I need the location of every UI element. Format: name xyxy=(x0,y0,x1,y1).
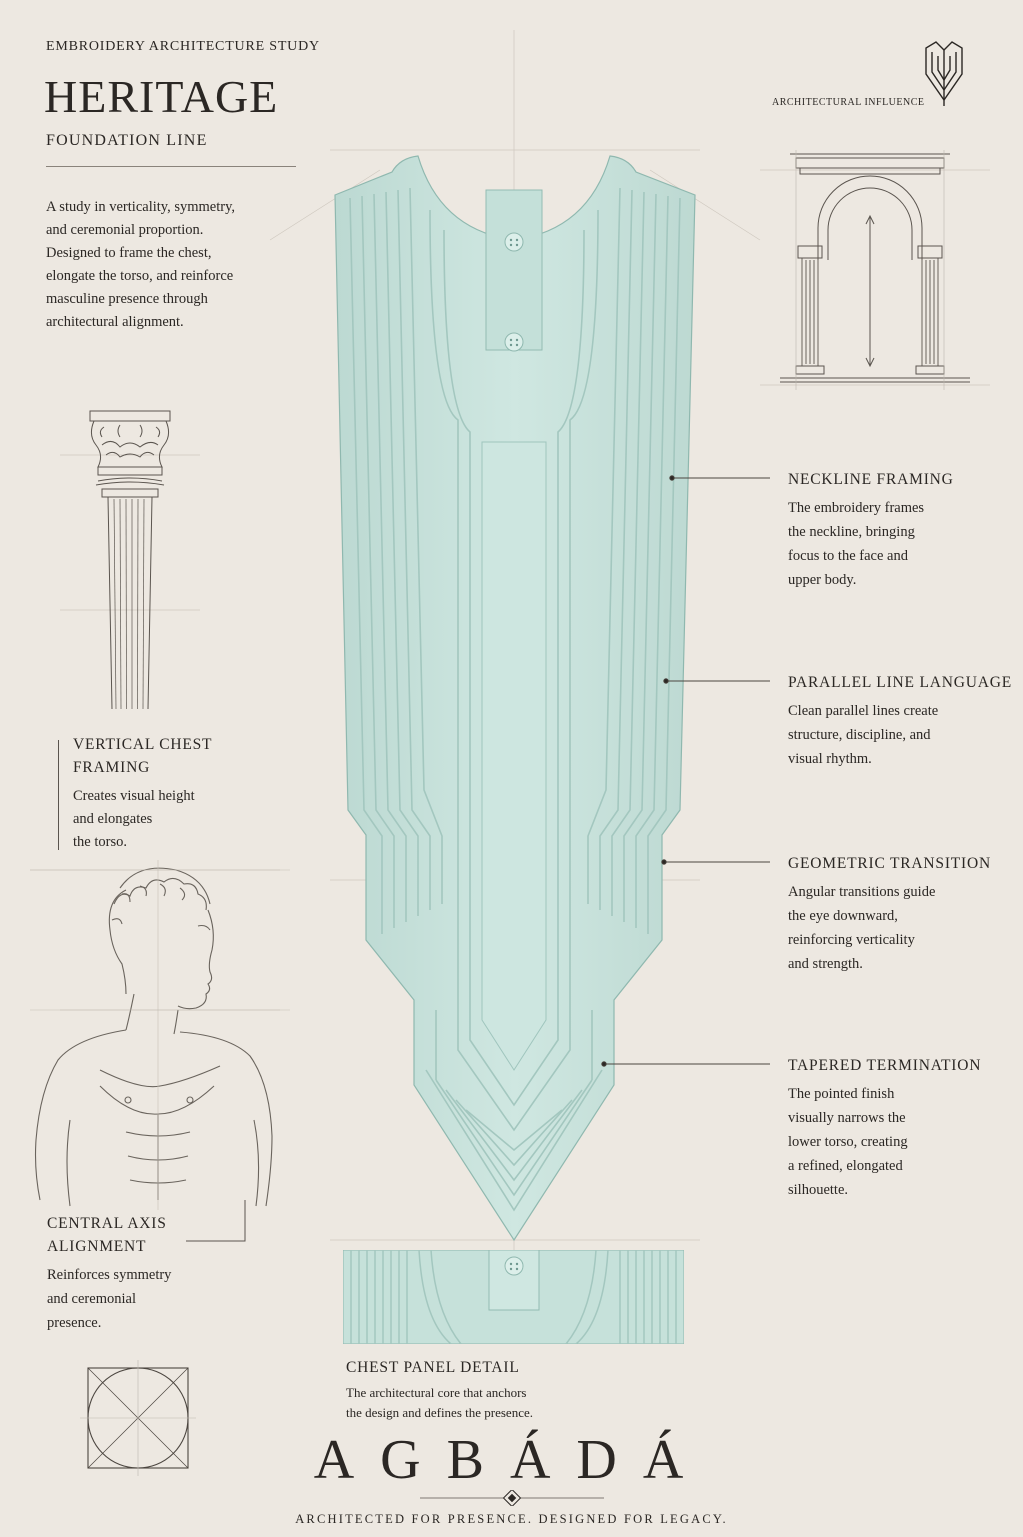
chest-panel-detail xyxy=(346,1356,646,1423)
chest-panel-detail-illustration xyxy=(343,1250,684,1344)
chest-panel-detail-title: CHEST PANEL DETAIL xyxy=(346,1359,520,1376)
eyebrow-label: EMBROIDERY ARCHITECTURE STUDY xyxy=(46,39,320,54)
section-title-vertical-chest-framing: VERTICAL CHEST FRAMING xyxy=(73,736,213,776)
diamond-ornament-icon xyxy=(420,1490,604,1506)
callout-body: The embroidery frames the neckline, bringing focus to the face and upper body. xyxy=(788,500,925,588)
button-icon xyxy=(505,233,523,251)
callout-title: NECKLINE FRAMING xyxy=(788,471,954,488)
intro-paragraph: A study in verticality, symmetry, and ceremonial proportion. Designed to frame the chest, elongate the torso, and reinforce masculine presence through architectural alignment. xyxy=(46,199,236,330)
callout-geometric-transition xyxy=(788,852,1013,976)
callout-body: Clean parallel lines create structure, discipline, and visual rhythm. xyxy=(788,703,939,767)
chest-panel-detail-body: The architectural core that anchors the design and defines the presence. xyxy=(346,1385,533,1420)
brand-wordmark: AGBÁDÁ xyxy=(313,1429,710,1491)
architectural-influence-label: ARCHITECTURAL INFLUENCE xyxy=(772,97,925,108)
section-body-central-axis-alignment: Reinforces symmetry and ceremonial presence. xyxy=(47,1267,172,1331)
arch-colonnade-icon xyxy=(770,150,980,390)
button-icon xyxy=(505,333,523,351)
page-subtitle: FOUNDATION LINE xyxy=(46,132,208,149)
callout-leader-lines xyxy=(590,470,780,1070)
corinthian-column-icon xyxy=(80,405,180,715)
callout-body: Angular transitions guide the eye downward, reinforcing verticality and strength. xyxy=(788,884,936,972)
header-divider xyxy=(46,166,296,167)
button-icon xyxy=(505,1257,523,1275)
callout-body: The pointed finish visually narrows the lower torso, creating a refined, elongated silhouette. xyxy=(788,1086,908,1198)
callout-title: PARALLEL LINE LANGUAGE xyxy=(788,674,1012,691)
callout-title: GEOMETRIC TRANSITION xyxy=(788,855,991,872)
section-body-vertical-chest-framing: Creates visual height and elongates the torso. xyxy=(73,788,195,850)
classical-bust-icon xyxy=(30,860,290,1210)
callout-tapered-termination xyxy=(788,1054,1013,1202)
callout-parallel-line-language xyxy=(788,671,1018,771)
monogram-logo-icon xyxy=(922,40,966,108)
callout-neckline-framing xyxy=(788,468,1013,592)
inner-chest-panel xyxy=(482,442,546,1070)
brand-tagline: ARCHITECTED FOR PRESENCE. DESIGNED FOR LEGACY. xyxy=(295,1512,728,1526)
page-title: HERITAGE xyxy=(44,71,279,122)
callout-title: TAPERED TERMINATION xyxy=(788,1057,982,1074)
chest-placket xyxy=(486,190,542,350)
section-accent-bar xyxy=(58,740,59,850)
section-title-central-axis-alignment: CENTRAL AXIS ALIGNMENT xyxy=(47,1215,167,1255)
